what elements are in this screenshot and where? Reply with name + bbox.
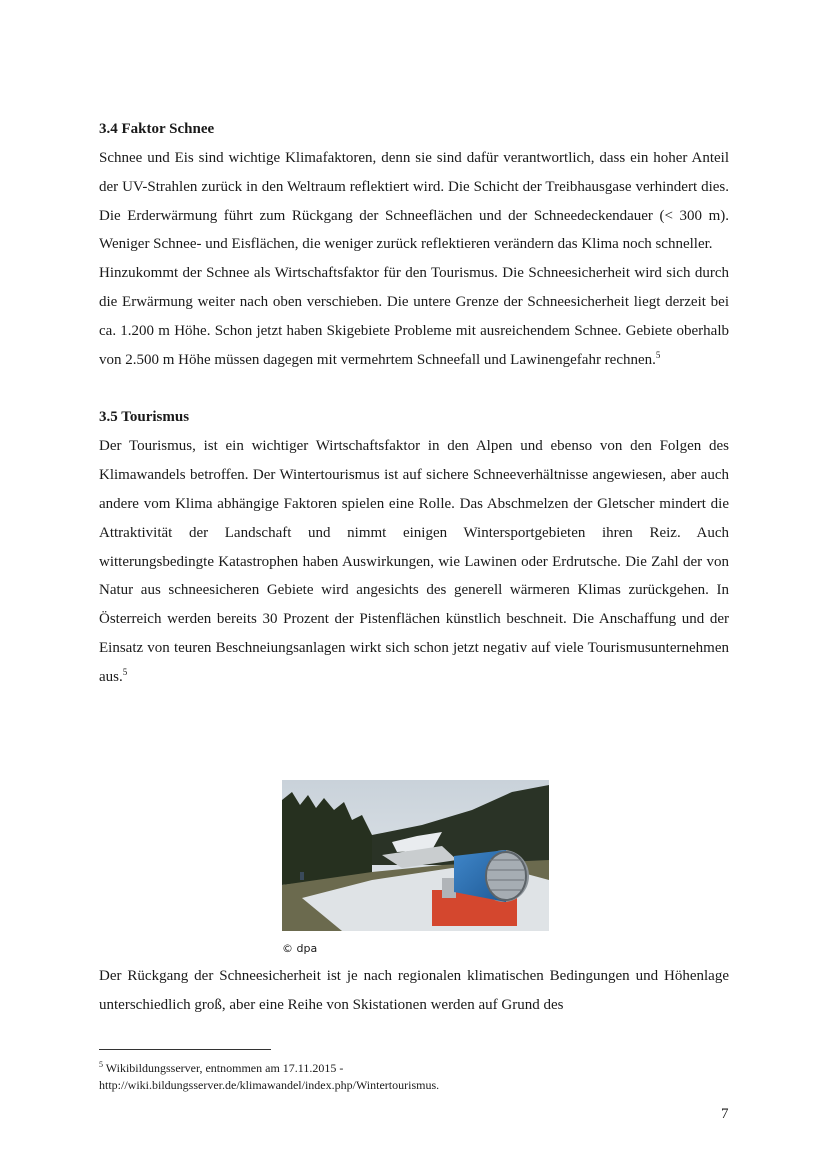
footnote-number: 5 xyxy=(99,1060,103,1069)
section-heading-tourismus: 3.5 Tourismus xyxy=(99,409,190,426)
continuation-text xyxy=(99,962,729,1020)
page-number: 7 xyxy=(721,1106,729,1122)
paragraph-tourismus-text: Der Tourismus, ist ein wichtiger Wirtschaftsfaktor in den Alpen und ebenso von den Folgen des Klimawandels betroffen. Der Wintertourismus ist auf sichere Schneeverhältnisse angewiesen, aber auch andere vom Klima abhängige Faktoren spielen eine Rolle. Das Abschmelzen der Gletscher mindert die Attraktivität der Landschaft und nimmt einigen Wintersportgebieten ihren Reiz. Auch witterungsbedingte Katastrophen haben Auswirkungen, wie Lawinen oder Erdrutsche. Die Zahl der von Natur aus schneesicheren Gebiete wird angesichts des generell wärmeren Klimas zurückgehen. In Österreich werden bereits 30 Prozent der Pistenflächen künstlich beschneit. Die Anschaffung und der Einsatz von teuren Beschneiungsanlagen wirkt sich schon jetzt negativ auf viele Tourismusunternehmen aus. xyxy=(99,438,729,685)
section-heading-schnee: 3.4 Faktor Schnee xyxy=(99,121,215,137)
footnote-line-1 xyxy=(99,1060,729,1077)
paragraph-continuation: Der Rückgang der Schneesicherheit ist je nach regionalen klimatischen Bedingungen und Höhenlage unterschiedlich groß, aber eine Reihe von Skistationen werden auf Grund des xyxy=(99,968,729,1013)
paragraph-schnee-2 xyxy=(99,259,729,374)
footnote-ref: 5 xyxy=(655,349,661,360)
footnote-separator xyxy=(99,1049,271,1050)
paragraph-schnee-2-text: Hinzukommt der Schnee als Wirtschaftsfaktor für den Tourismus. Die Schneesicherheit wird sich durch die Erwärmung weiter nach oben verschieben. Die untere Grenze der Schneesicherheit liegt derzeit bei ca. 1.200 m Höhe. Schon jetzt haben Skigebiete Probleme mit ausreichendem Schnee. Gebiete oberhalb von 2.500 m Höhe müssen dagegen mit vermehrtem Schneefall und Lawinengefahr rechnen. xyxy=(99,265,729,368)
paragraph-schnee-1: Schnee und Eis sind wichtige Klimafaktoren, denn sie sind dafür verantwortlich, dass ein hoher Anteil der UV-Strahlen zurück in den Weltraum reflektiert wird. Die Schicht der Treibhausgase verhindert dies. Die Erderwärmung führt zum Rückgang der Schneeflächen und der Schneedeckendauer (< 300 m). Weniger Schnee- und Eisflächen, die weniger zurück reflektieren verändern das Klima noch schneller. xyxy=(99,150,729,253)
paragraph-tourismus xyxy=(99,432,729,691)
footnote-source: Wikibildungsserver, entnommen am 17.11.2015 - xyxy=(105,1061,344,1075)
snow-cannon-photo xyxy=(282,780,549,931)
photo-credit: © dpa xyxy=(282,942,318,955)
footnote-link[interactable]: http://wiki.bildungsserver.de/klimawandel/index.php/Wintertourismus. xyxy=(99,1078,440,1092)
footnote xyxy=(99,1060,729,1094)
footnote-ref: 5 xyxy=(122,666,128,677)
main-text xyxy=(99,115,729,692)
